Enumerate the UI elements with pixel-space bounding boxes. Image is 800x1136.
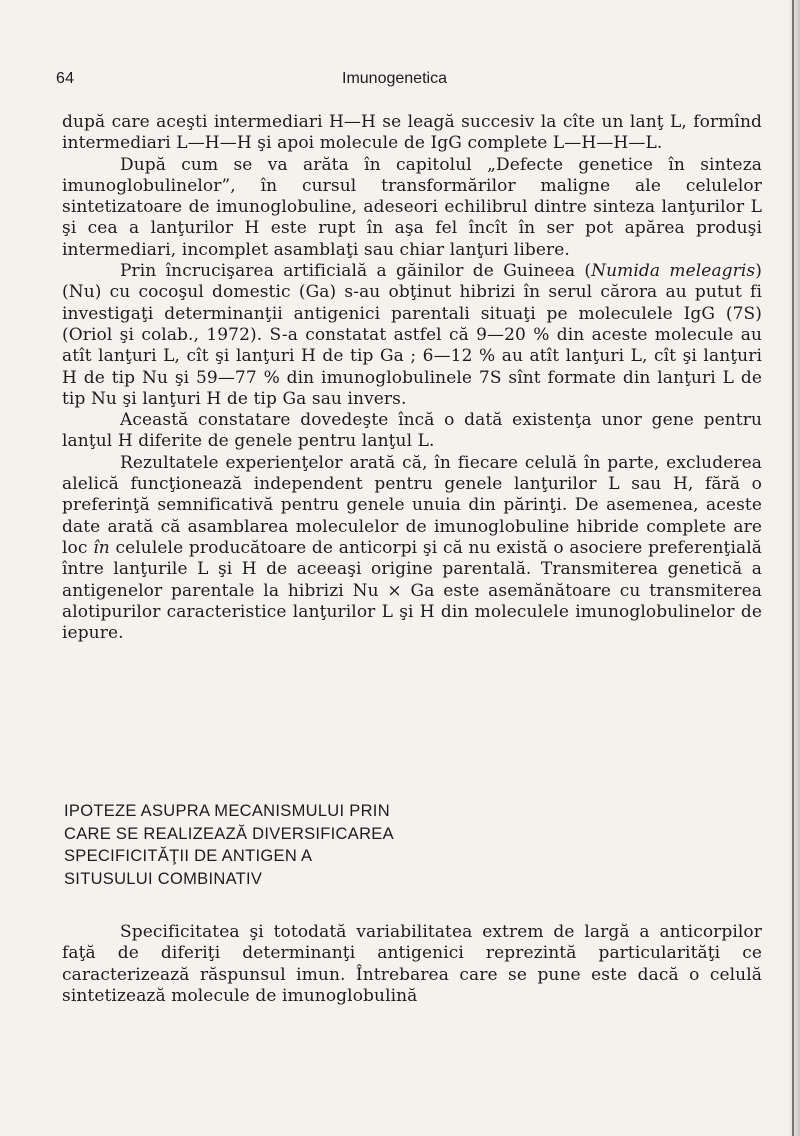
paragraph-5-text-b: celulele producătoare de anticorpi şi că nu există o asociere preferenţială între lanţurile L şi H de aceeaşi origine parentală. Transmiterea genetică a antigenelor parentale la hibrizi Nu × Ga este asemănătoare cu transmiterea alotipurilor caracteristice lanţurilor L şi H din moleculele imunoglobulinelor de iepure. (62, 537, 762, 644)
paragraph-5-text-a: Rezultatele experienţelor arată că, în fiecare celulă în parte, excluderea alelică funcţionează independent pentru genele lanţurilor L sau H, fără o preferinţă semnificativă pentru genele unuia din părinţi. De asemenea, aceste date arată că asamblarea moleculelor de imunoglobuline hibride complete are loc (62, 452, 762, 558)
section-heading-line-4: SITUSULUI COMBINATIV (64, 869, 263, 888)
body-text (62, 112, 762, 644)
section-heading-line-3: SPECIFICITĂŢII DE ANTIGEN A (64, 847, 313, 865)
section-heading-line-2: CARE SE REALIZEAZĂ DIVERSIFICAREA (64, 824, 394, 843)
page-edge-line (792, 0, 794, 1136)
paragraph-3 (62, 261, 762, 410)
italic-word: în (93, 537, 110, 558)
section-heading (64, 800, 524, 890)
paragraph-5 (62, 453, 762, 645)
page-header (56, 64, 756, 92)
species-name: Numida meleagris (591, 261, 756, 282)
running-title: Imunogenetica (342, 70, 447, 87)
page-number: 64 (56, 70, 75, 87)
section-heading-line-1: IPOTEZE ASUPRA MECANISMULUI PRIN (64, 802, 390, 820)
section-paragraph: Specificitatea şi totodată variabilitatea extrem de largă a anticorpilor faţă de diferiţi determinanţi antigenici reprezintă particularităţi ce caracterizează răspunsul imun. Întrebarea care se pune este dacă o celulă sintetizează molecule de imunoglobulină (62, 922, 762, 1006)
paragraph-2: După cum se va arăta în capitolul „Defecte genetice în sinteza imunoglobulinelor”, în cursul transformărilor maligne ale celulelor sintetizatoare de imunoglobuline, adeseori echilibrul dintre sinteza lanţurilor L şi cea a lanţurilor H este rupt în aşa fel încît în ser pot apărea produşi intermediari, incomplet asamblaţi sau chiar lanţuri libere. (62, 154, 762, 260)
page-edge-shadow (788, 0, 800, 1136)
paragraph-4: Această constatare dovedeşte încă o dată existenţa unor gene pentru lanţul H diferite de genele pentru lanţul L. (62, 410, 762, 452)
paragraph-3-text-a: Prin încrucişarea artificială a găinilor de Guineea ( (120, 261, 592, 282)
paragraph-1: după care aceşti intermediari H—H se leagă succesiv la cîte un lanţ L, formînd intermediari L—H—H şi apoi molecule de IgG complete L—H—H—L. (62, 112, 762, 154)
section-body-text (62, 922, 762, 1007)
paragraph-3-text-b: ) (Nu) cu cocoşul domestic (Ga) s-au obţinut hibrizi în serul cărora au putut fi investigaţi determinanţii antigenici parentali situaţi pe moleculele IgG (7S) (Oriol şi colab., 1972). S-a constatat astfel că 9—20 % din aceste molecule au atît lanţuri L, cît şi lanţuri H de tip Ga ; 6—12 % au atît lanţuri L, cît şi lanţuri H de tip Nu şi 59—77 % din imunoglobulinele 7S sînt formate din lanţuri L de tip Nu şi lanţuri H de tip Ga sau invers. (62, 261, 762, 409)
